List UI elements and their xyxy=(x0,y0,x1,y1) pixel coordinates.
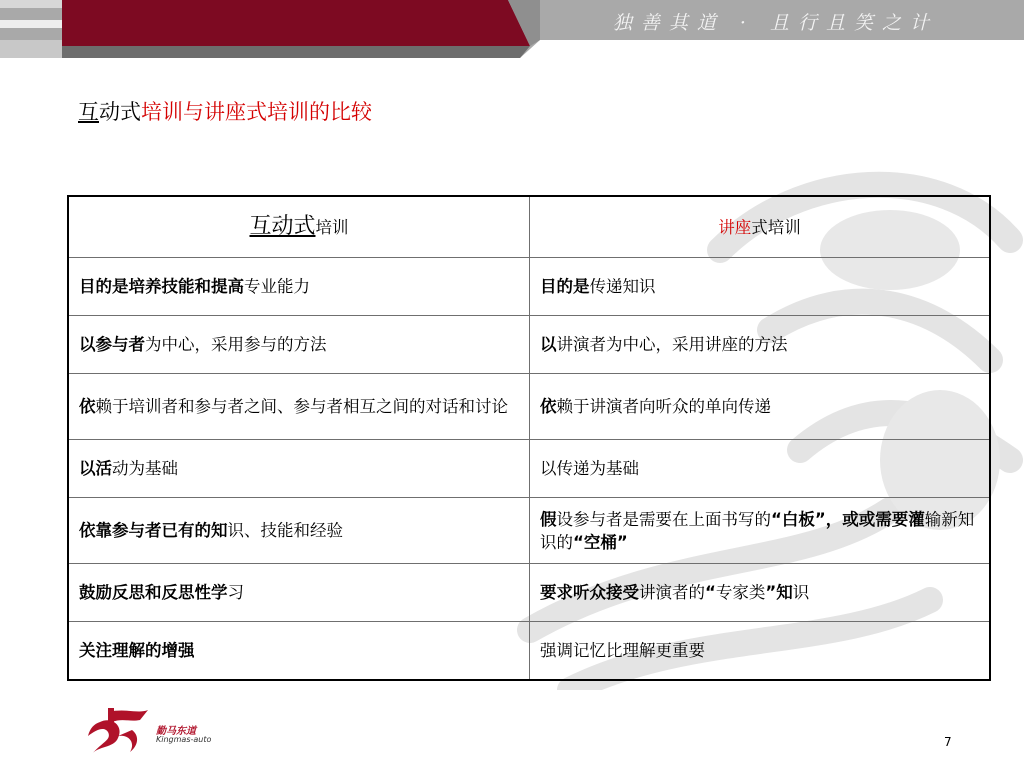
title-part-1: 互 xyxy=(78,100,99,124)
cell-text: 动为基础 xyxy=(112,459,178,478)
cell-text: 依 xyxy=(79,397,96,416)
table-row xyxy=(68,498,990,564)
cell-text: 依靠参与者已有的知 xyxy=(79,521,228,540)
cell-interactive xyxy=(68,440,530,498)
header-right-rest: 式培训 xyxy=(751,217,801,237)
banner-slogan: 独善其道 · 且行且笑之计 xyxy=(612,12,938,34)
cell-text: ”知 xyxy=(765,583,793,602)
cell-interactive xyxy=(68,374,530,440)
cell-text: 关注理解的增强 xyxy=(79,640,195,660)
cell-text: 识 xyxy=(792,583,810,602)
cell-text: 输新知识的 xyxy=(540,509,975,552)
table-row xyxy=(68,564,990,622)
cell-text: 赖于培训者和参与者之间、参与者相互之间的对话和讨论 xyxy=(95,397,508,416)
cell-lecture xyxy=(530,622,991,680)
cell-text: 赖于讲演者向听众的单向传递 xyxy=(556,397,771,416)
cell-text: 鼓励反思和反思性学 xyxy=(79,583,228,602)
cell-text: 讲演者为中心，采用讲座的方法 xyxy=(556,335,788,354)
table-row xyxy=(68,622,990,680)
cell-lecture xyxy=(530,564,991,622)
cell-interactive xyxy=(68,564,530,622)
cell-lecture xyxy=(530,498,991,564)
logo-subtext: Kingmas-auto xyxy=(156,735,212,744)
header-lecture-training xyxy=(530,196,991,258)
title-part-3: 培训与讲座式培训的比较 xyxy=(141,100,372,124)
cell-text: 传递知识 xyxy=(589,277,656,296)
cell-text: 强调记忆比理解更重要 xyxy=(540,640,705,660)
cell-text: 以 xyxy=(540,335,557,354)
cell-text: 目的是培养技能和提高 xyxy=(79,277,244,296)
logo-text: 勤马东道 xyxy=(156,726,196,737)
table-header-row xyxy=(68,196,990,258)
header-left-big: 互动式 xyxy=(249,214,316,239)
title-part-2: 动式 xyxy=(99,100,141,124)
cell-lecture xyxy=(530,316,991,374)
cell-text: 识、技能和经验 xyxy=(227,521,343,540)
cell-lecture xyxy=(530,440,991,498)
cell-text: “ xyxy=(705,583,716,602)
cell-text: 假 xyxy=(540,509,557,529)
cell-interactive xyxy=(68,498,530,564)
cell-interactive xyxy=(68,316,530,374)
cell-text: 以传递为基础 xyxy=(540,459,639,478)
table-row xyxy=(68,316,990,374)
table-row xyxy=(68,440,990,498)
header-left-small: 培训 xyxy=(315,218,349,237)
cell-text: “白板”，或或需要灌 xyxy=(771,509,925,529)
company-logo-icon xyxy=(78,706,158,762)
top-banner xyxy=(0,0,1024,58)
comparison-table xyxy=(67,195,991,681)
table-row xyxy=(68,374,990,440)
cell-text: 专业能力 xyxy=(244,277,310,296)
table-row xyxy=(68,258,990,316)
slide-title xyxy=(78,96,372,126)
cell-text: 依 xyxy=(540,397,557,416)
cell-text: 目的是 xyxy=(540,277,590,296)
cell-text: 专家类 xyxy=(715,583,766,602)
cell-text: 讲演者的 xyxy=(639,583,705,602)
cell-text: 以参与者 xyxy=(79,335,145,354)
cell-text: 设参与者是需要在上面书写的 xyxy=(556,509,771,529)
cell-text: 以活 xyxy=(79,459,112,478)
cell-text: 为中心，采用参与的方法 xyxy=(145,335,327,354)
cell-lecture xyxy=(530,374,991,440)
cell-interactive xyxy=(68,622,530,680)
header-right-red: 讲座 xyxy=(718,217,752,237)
cell-interactive xyxy=(68,258,530,316)
header-interactive-training xyxy=(68,196,530,258)
cell-lecture xyxy=(530,258,991,316)
cell-text: 习 xyxy=(227,583,244,602)
cell-text: 要求听众接受 xyxy=(540,583,639,602)
page-number: 7 xyxy=(944,735,952,749)
cell-text: “空桶” xyxy=(573,532,628,552)
